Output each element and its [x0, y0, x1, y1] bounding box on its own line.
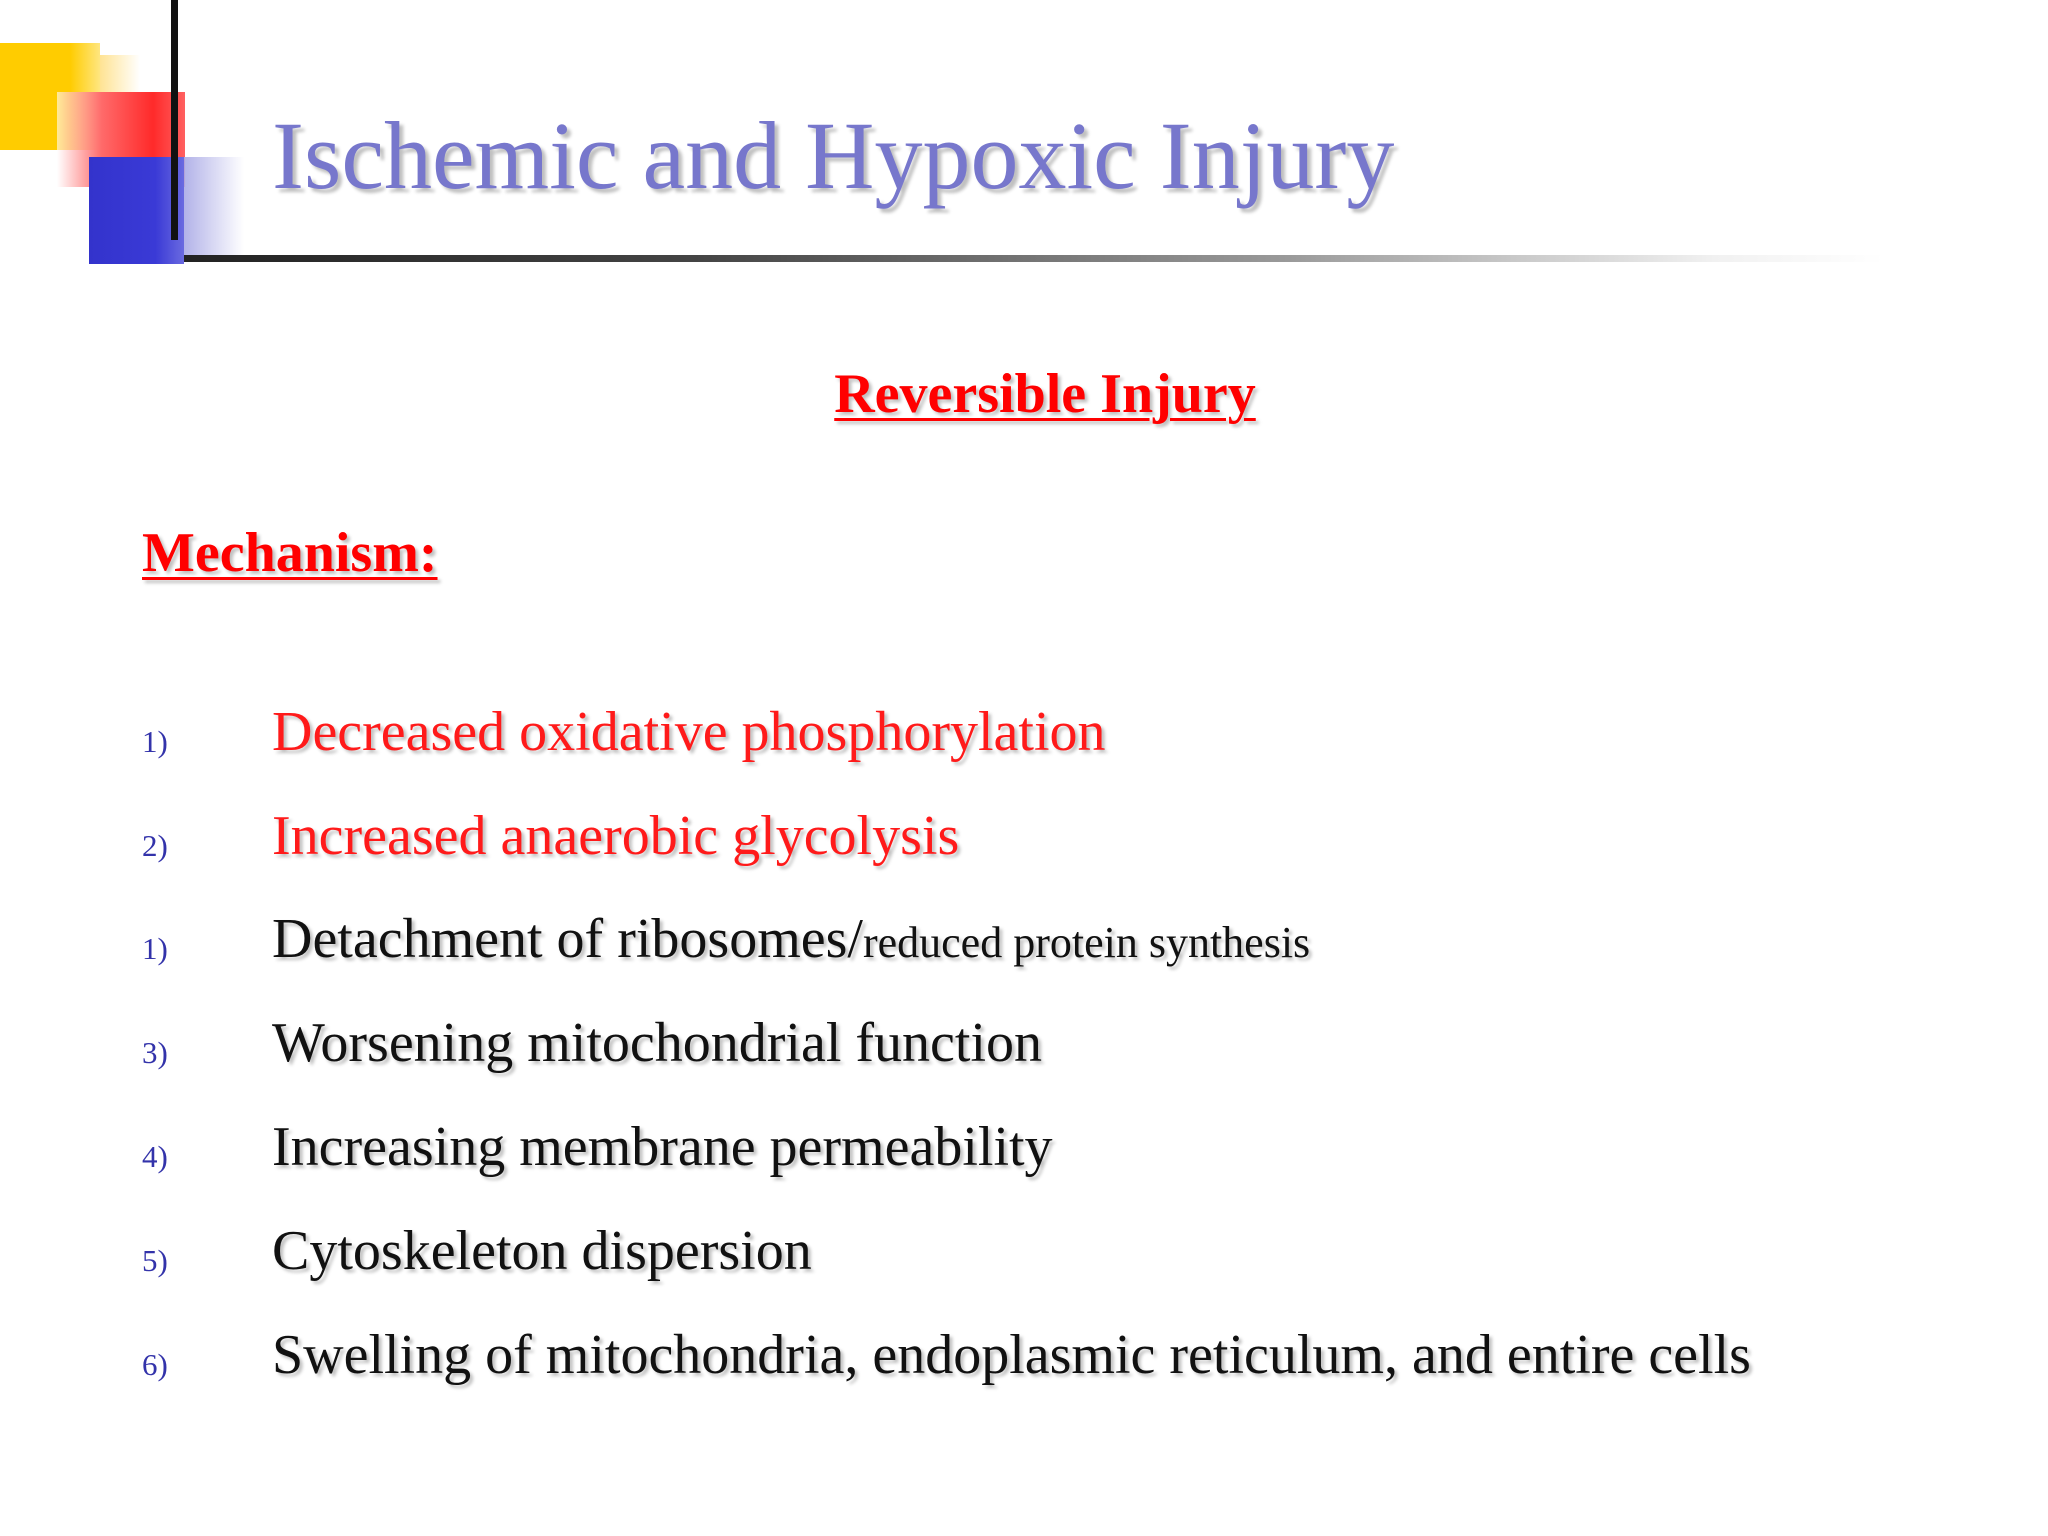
list-item-number: 6) [142, 1347, 168, 1382]
corner-blue-fade [184, 157, 244, 257]
list-item-number: 5) [142, 1243, 168, 1278]
section-label: Mechanism: [142, 522, 438, 584]
list-item-text: Increasing membrane permeability [272, 1116, 1053, 1178]
list-item-suffix: reduced protein synthesis [862, 918, 1311, 967]
list-item-number: 3) [142, 1035, 168, 1070]
subheading: Reversible Injury [834, 363, 1256, 425]
list-item-number: 2) [142, 828, 168, 863]
list-item-text: Detachment of ribosomes/reduced protein synthesis [272, 908, 1311, 970]
list-item-text: Increased anaerobic glycolysis [272, 805, 960, 867]
list-item-number: 1) [142, 931, 168, 966]
slide-title: Ischemic and Hypoxic Injury [272, 102, 1395, 209]
corner-blue-block [89, 157, 184, 264]
list-item-number: 1) [142, 724, 168, 759]
vertical-divider [171, 0, 178, 240]
list-item-number: 4) [142, 1139, 168, 1174]
list-item-text: Worsening mitochondrial function [272, 1012, 1042, 1074]
list-item-text: Cytoskeleton dispersion [272, 1220, 812, 1282]
list-item-text: Decreased oxidative phosphorylation [272, 701, 1106, 763]
title-underline-divider [184, 255, 1884, 262]
list-item-text: Swelling of mitochondria, endoplasmic reticulum, and entire cells [272, 1324, 1751, 1386]
